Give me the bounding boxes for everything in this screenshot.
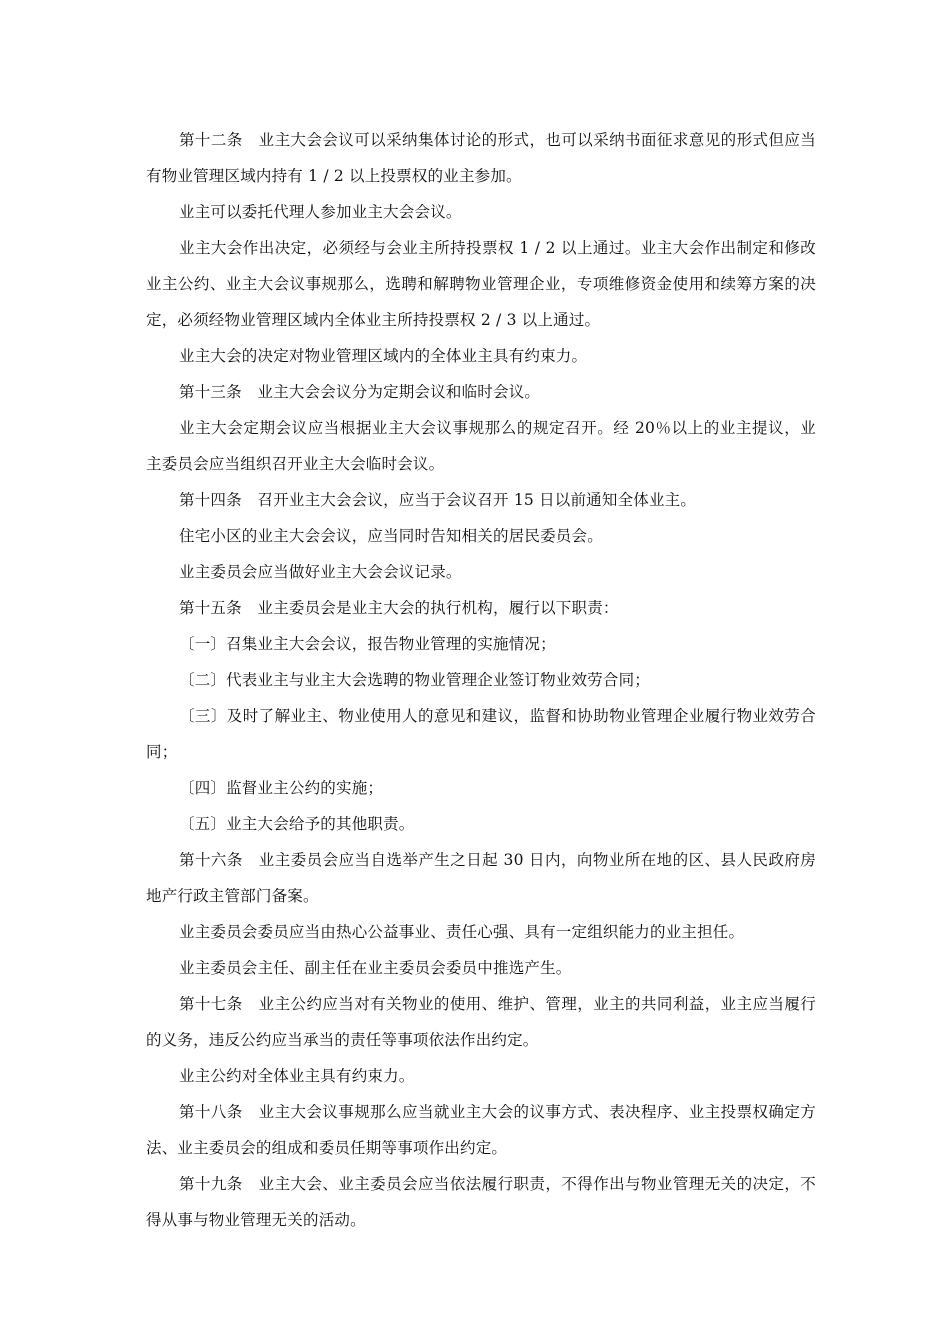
paragraph-article-17: 第十七条 业主公约应当对有关物业的使用、维护、管理，业主的共同利益，业主应当履行的义务，违反公约应当承当的责任等事项依法作出约定。: [146, 995, 816, 1049]
paragraph-article-18: 第十八条 业主大会议事规那么应当就业主大会的议事方式、表决程序、业主投票权确定方法、业主委员会的组成和委员任期等事项作出约定。: [146, 1103, 816, 1157]
list-item-duty-2: 〔二〕代表业主与业主大会选聘的物业管理企业签订物业效劳合同；: [179, 671, 651, 689]
list-item-duty-5: 〔五〕业主大会给予的其他职责。: [179, 815, 415, 833]
paragraph-article-16: 第十六条 业主委员会应当自选举产生之日起 30 日内，向物业所在地的区、县人民政府房地产行政主管部门备案。: [146, 851, 816, 905]
paragraph-committee-chair: 业主委员会主任、副主任在业主委员会委员中推选产生。: [179, 959, 572, 977]
document-body: [146, 122, 816, 1238]
paragraph-voting-threshold: 业主大会作出决定，必须经与会业主所持投票权 1 / 2 以上通过。业主大会作出制定和修改业主公约、业主大会议事规那么，选聘和解聘物业管理企业，专项维修资金使用和续筹方案的决定，必须经物业管理区域内全体业主所持投票权 2 / 3 以上通过。: [146, 239, 816, 329]
paragraph-committee-members: 业主委员会委员应当由热心公益事业、责任心强、具有一定组织能力的业主担任。: [179, 923, 745, 941]
paragraph-binding-decision: 业主大会的决定对物业管理区域内的全体业主具有约束力。: [179, 347, 588, 365]
paragraph-proxy: 业主可以委托代理人参加业主大会会议。: [179, 203, 462, 221]
paragraph-residents-committee: 住宅小区的业主大会会议，应当同时告知相关的居民委员会。: [179, 527, 603, 545]
list-item-duty-3: 〔三〕及时了解业主、物业使用人的意见和建议，监督和协助物业管理企业履行物业效劳合同；: [146, 707, 816, 761]
list-item-duty-4: 〔四〕监督业主公约的实施；: [179, 779, 384, 797]
paragraph-article-19: 第十九条 业主大会、业主委员会应当依法履行职责，不得作出与物业管理无关的决定，不得从事与物业管理无关的活动。: [146, 1175, 816, 1229]
paragraph-meeting-records: 业主委员会应当做好业主大会会议记录。: [179, 563, 462, 581]
paragraph-regular-meetings: 业主大会定期会议应当根据业主大会议事规那么的规定召开。经 20％以上的业主提议，业主委员会应当组织召开业主大会临时会议。: [146, 419, 816, 473]
paragraph-article-15: 第十五条 业主委员会是业主大会的执行机构，履行以下职责：: [179, 599, 619, 617]
paragraph-convention-binding: 业主公约对全体业主具有约束力。: [179, 1067, 415, 1085]
paragraph-article-13: 第十三条 业主大会会议分为定期会议和临时会议。: [179, 383, 541, 401]
paragraph-article-12: 第十二条 业主大会会议可以采纳集体讨论的形式，也可以采纳书面征求意见的形式但应当有物业管理区域内持有 1 / 2 以上投票权的业主参加。: [146, 131, 816, 185]
paragraph-article-14: 第十四条 召开业主大会会议，应当于会议召开 15 日以前通知全体业主。: [179, 491, 697, 509]
list-item-duty-1: 〔一〕召集业主大会会议，报告物业管理的实施情况；: [179, 635, 556, 653]
